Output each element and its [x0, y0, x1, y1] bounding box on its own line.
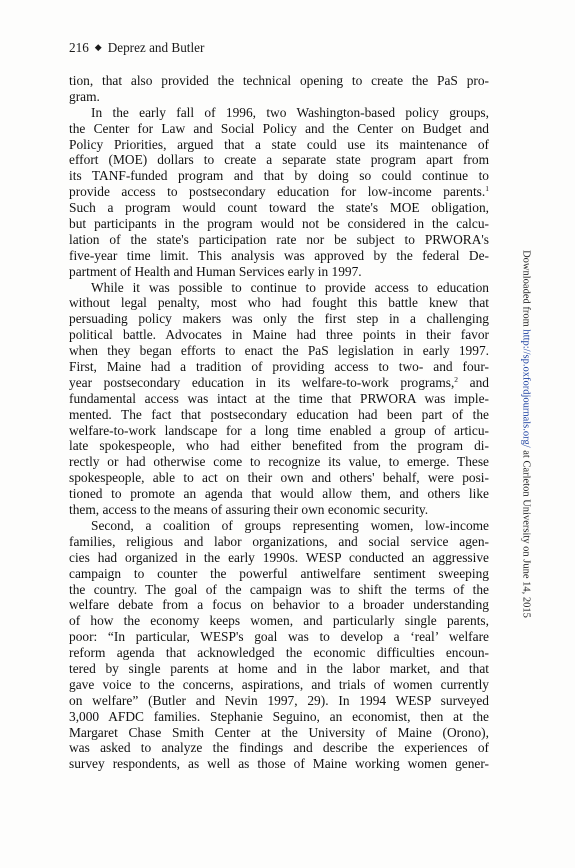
text-line: Second, a coalition of groups representing women, low-income [91, 517, 489, 533]
text-line: without legal penalty, most who had fought this battle knew that [69, 295, 489, 311]
text-line: cies had organized in the early 1990s. WESP conducted an aggressive [69, 549, 489, 565]
text-line: was asked to analyze the findings and describe the experiences of [69, 740, 489, 756]
text-line: the Center for Law and Social Policy and the Center on Budget and [69, 120, 489, 136]
text-line: but participants in the program would not be considered in the calcu- [69, 216, 489, 232]
text-line-with-footnote [69, 375, 489, 391]
text-line: rectly or had otherwise come to recognize its value, to emerge. These [69, 454, 489, 470]
text-line: families, religious and labor organizations, and social service agen- [69, 533, 489, 549]
text-line: mented. The fact that postsecondary education had been part of the [69, 406, 489, 422]
text-line: 3,000 AFDC families. Stephanie Seguino, an economist, then at the [69, 708, 489, 724]
text-line-with-footnote [69, 184, 489, 200]
text-line: survey respondents, as well as those of Maine working women gener- [69, 756, 489, 772]
text-line-tail: and [458, 374, 489, 390]
text-line: persuading policy makers was only the first step in a challenging [69, 311, 489, 327]
text-line: year postsecondary education in its welfare-to-work programs, [69, 374, 455, 390]
text-line: welfare debate from a focus on behavior to a broader understanding [69, 597, 489, 613]
text-line: lation of the state's participation rate nor be subject to PRWORA's [69, 231, 489, 247]
text-line: the country. The goal of the campaign was to shift the terms of the [69, 581, 489, 597]
text-line: when they began efforts to enact the PaS legislation in early 1997. [69, 343, 489, 359]
text-line: tioned to promote an agenda that would allow them, and others like [69, 486, 489, 502]
text-line: Margaret Chase Smith Center at the University of Maine (Orono), [69, 724, 489, 740]
text-line: poor: “In particular, WESP's goal was to develop a ‘real’ welfare [69, 629, 489, 645]
text-line: of how the economy keeps women, and particularly single parents, [69, 613, 489, 629]
text-line: political battle. Advocates in Maine had three points in their favor [69, 327, 489, 343]
text-line: gram. [69, 88, 100, 104]
running-head [69, 40, 204, 56]
text-line: tered by single parents at home and in the labor market, and that [69, 660, 489, 676]
text-line: its TANF-funded program and that by doing so could continue to [69, 168, 489, 184]
text-line: In the early fall of 1996, two Washington-based policy groups, [91, 104, 489, 120]
text-line: Policy Priorities, argued that a state could use its maintenance of [69, 136, 489, 152]
footnote-marker: 2 [454, 374, 459, 384]
body-text [69, 73, 489, 772]
bullet-separator-icon: ◆ [94, 42, 102, 52]
text-line: campaign to counter the powerful antiwelfare sentiment sweeping [69, 565, 489, 581]
text-line: tion, that also provided the technical opening to create the PaS pro- [69, 73, 489, 88]
text-line: on welfare” (Butler and Nevin 1997, 29). In 1994 WESP surveyed [69, 692, 489, 708]
text-line: gave voice to the concerns, aspirations, and trials of women currently [69, 676, 489, 692]
running-head-authors: Deprez and Butler [107, 40, 205, 55]
text-line: spokespeople, able to act on their own and others' behalf, were posi- [69, 470, 489, 486]
text-line: welfare-to-work landscape for a long time enabled a group of articu- [69, 422, 489, 438]
download-watermark [521, 250, 532, 618]
download-prefix: Downloaded from [520, 250, 532, 330]
text-line: effort (MOE) dollars to create a separate state program apart from [69, 152, 489, 168]
text-line: them, access to the means of assuring their own economic security. [69, 502, 429, 518]
page-number: 216 [69, 40, 89, 55]
text-line: fundamental access was intact at the time that PRWORA was imple- [69, 390, 489, 406]
text-line: late spokespeople, who had either benefited from the program di- [69, 438, 489, 454]
journal-url-link[interactable]: http://sp.oxfordjournals.org/ [520, 329, 532, 448]
text-line: reform agenda that acknowledged the economic difficulties encoun- [69, 645, 489, 661]
text-line: provide access to postsecondary education for low-income parents. [69, 184, 486, 200]
download-suffix: at Carleton University on June 14, 2015 [520, 447, 532, 618]
text-line: While it was possible to continue to provide access to education [91, 279, 489, 295]
text-line: Such a program would count toward the state's MOE obligation, [69, 200, 489, 216]
footnote-marker: 1 [485, 184, 489, 194]
text-line: five-year time limit. This analysis was approved by the federal De- [69, 247, 489, 263]
text-line: partment of Health and Human Services early in 1997. [69, 263, 362, 279]
text-line: First, Maine had a tradition of providing access to two- and four- [69, 359, 489, 375]
